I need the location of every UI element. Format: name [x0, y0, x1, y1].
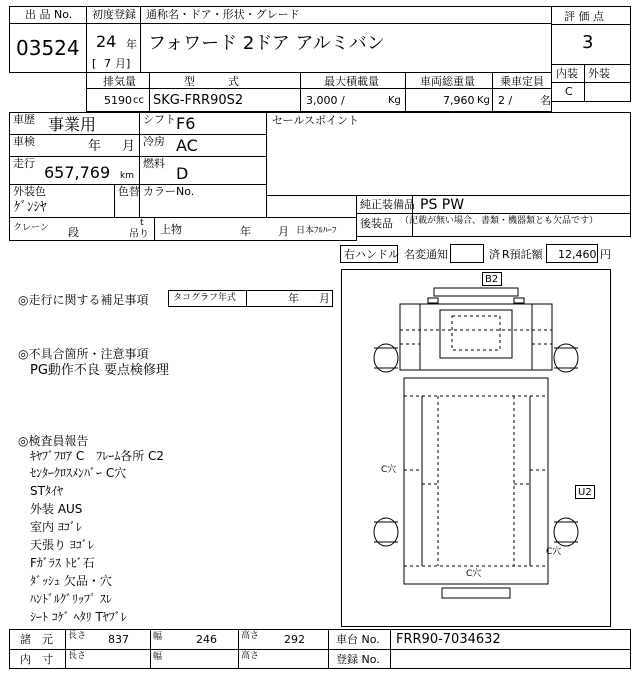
- inspector-line: ｾﾝﾀｰｸﾛｽﾒﾝﾊﾞｰ C穴: [30, 466, 127, 480]
- registration-year: 24: [96, 32, 117, 51]
- capacity-label: 乗車定員: [500, 75, 544, 88]
- inspector-line: 天張り ﾖｺﾞﾚ: [30, 538, 94, 552]
- height-label: 高さ: [241, 631, 260, 641]
- chassis-label: 車台 No.: [336, 633, 380, 646]
- registration-number-label: 登録 No.: [336, 653, 380, 666]
- width-value: 246: [196, 633, 217, 646]
- capacity: 2 /: [498, 94, 513, 107]
- shift-label: シフト: [143, 113, 176, 126]
- inspector-line: ﾀﾞｯｼｭ 欠品・穴: [30, 574, 112, 588]
- score-label: 評 価 点: [564, 10, 604, 23]
- damage-mark-rear: C穴: [466, 569, 482, 579]
- exterior-score-label: 外装: [588, 67, 610, 80]
- specs-label: 諸 元: [20, 633, 53, 646]
- inner-width-label: 幅: [153, 652, 163, 662]
- recycle-prefix: 済: [489, 248, 500, 261]
- capacity-unit: 名: [540, 94, 551, 107]
- gross-weight: 7,960: [443, 94, 475, 107]
- score-value: 3: [582, 32, 594, 53]
- first-registration-label: 初度登録: [92, 8, 136, 21]
- ac-label: 冷房: [143, 135, 165, 148]
- fuel-value: D: [176, 164, 189, 183]
- inspector-line: ｷﾔﾌﾞﾌﾛｱ C ﾌﾚｰﾑ各所 C2: [30, 449, 165, 463]
- inspection-label: 車検: [13, 135, 35, 148]
- inspector-line: 室内 ﾖｺﾞﾚ: [30, 520, 82, 534]
- inspection-month-unit: 月: [122, 139, 136, 154]
- name-change-label: 名変通知: [404, 248, 448, 261]
- model-name: フォワード 2ドア アルミバン: [148, 33, 385, 54]
- crane-brand: 日本ﾌﾙﾊｰﾌ: [296, 226, 337, 236]
- registration-month: 7: [104, 57, 111, 70]
- history-label: 車歴: [13, 113, 35, 126]
- defect-line: PG動作不良 要点検修理: [30, 363, 170, 378]
- crane-hang: 吊り: [129, 229, 149, 240]
- length-value: 837: [108, 633, 129, 646]
- model-name-label: 通称名・ドア・形状・グレード: [146, 8, 300, 21]
- crane-month-unit: 月: [278, 225, 289, 238]
- inspector-line: ｼｰﾄ ｺｹﾞ ﾍﾀﾘ Tﾔﾌﾞﾚ: [30, 610, 127, 624]
- color-change-label: 色替: [118, 185, 140, 198]
- tachograph-year-unit: 年: [288, 292, 299, 305]
- inspector-line: 外装 AUS: [30, 502, 83, 516]
- height-value: 292: [284, 633, 305, 646]
- width-label: 幅: [153, 632, 163, 642]
- color-label: 外装色: [13, 185, 46, 198]
- length-label: 長さ: [68, 631, 87, 641]
- inspector-line: STﾀｲﾔ: [30, 484, 63, 498]
- tachograph-label: タコグラフ年式: [173, 293, 237, 303]
- recycle-label: R預託額: [502, 248, 543, 261]
- registration-month-prefix: [: [92, 57, 97, 70]
- displacement-label: 排気量: [103, 75, 136, 88]
- aftermarket-label: 後装品: [360, 217, 393, 230]
- damage-mark-b2: B2: [485, 274, 499, 285]
- mileage-label: 走行: [13, 157, 35, 170]
- driving-notes-title: ◎走行に関する補足事項: [18, 293, 149, 307]
- recycle-amount: 12,460: [558, 248, 597, 261]
- damage-mark-rear-wheel: C穴: [546, 547, 562, 557]
- mileage-unit: km: [120, 171, 134, 181]
- crane-stage: 段: [68, 226, 79, 239]
- inspection-year-unit: 年: [88, 139, 102, 154]
- equipment-value: PS PW: [420, 197, 465, 213]
- model-code: SKG-FRR90S2: [153, 93, 244, 108]
- gross-weight-label: 車両総重量: [420, 75, 475, 88]
- damage-mark-side: C穴: [381, 465, 397, 475]
- shift-value: F6: [176, 114, 196, 133]
- recycle-unit: 円: [600, 248, 611, 261]
- lot-label: 出 品 No.: [25, 8, 73, 21]
- registration-month-unit: 月]: [115, 57, 131, 70]
- inspector-title: ◎検査員報告: [18, 434, 89, 448]
- displacement: 5190: [104, 94, 132, 107]
- sales-point-label: セールスポイント: [272, 114, 360, 127]
- chassis-number: FRR90-7034632: [396, 632, 501, 647]
- inspector-line: Fｶﾞﾗｽ ﾄﾋﾞ石: [30, 556, 95, 570]
- damage-mark-u2: U2: [578, 487, 592, 498]
- max-load-unit: Kg: [388, 95, 401, 106]
- inner-height-label: 高さ: [241, 651, 260, 661]
- ac-value: AC: [176, 136, 198, 155]
- color-value: ｹﾞﾝｼﾔ: [14, 200, 47, 215]
- fuel-label: 燃料: [143, 157, 165, 170]
- registration-year-unit: 年: [126, 38, 137, 51]
- crane-load-unit: t: [140, 218, 144, 228]
- interior-score: C: [565, 85, 573, 98]
- model-code-label: 型 式: [184, 75, 239, 88]
- defects-title: ◎不具合箇所・注意事項: [18, 347, 149, 361]
- gross-weight-unit: Kg: [477, 95, 490, 106]
- interior-score-label: 内装: [556, 67, 578, 80]
- lot-number: 03524: [16, 36, 80, 60]
- mileage-value: 657,769: [44, 163, 111, 182]
- history-value: 事業用: [48, 115, 97, 134]
- name-change-box: [450, 244, 484, 263]
- equipment-label: 純正装備品: [360, 198, 415, 211]
- max-load: 3,000 /: [306, 94, 345, 107]
- max-load-label: 最大積載量: [324, 75, 379, 88]
- aftermarket-note: （記載が無い場合、書類・機器類とも欠品です）: [400, 216, 599, 226]
- tachograph-month-unit: 月: [319, 292, 330, 305]
- inspector-line: ﾊﾝﾄﾞﾙｸﾞﾘｯﾌﾟ ｽﾚ: [30, 592, 112, 606]
- rhd-label: 右ハンドル: [344, 248, 399, 261]
- color-code-label: カラーNo.: [143, 185, 195, 198]
- crane-year-unit: 年: [240, 225, 251, 238]
- displacement-unit: cc: [133, 95, 144, 106]
- crane-top-label: 上物: [160, 223, 182, 236]
- inner-dimensions-label: 内 寸: [20, 653, 53, 666]
- inner-length-label: 長さ: [68, 651, 87, 661]
- crane-label: クレーン: [13, 223, 49, 233]
